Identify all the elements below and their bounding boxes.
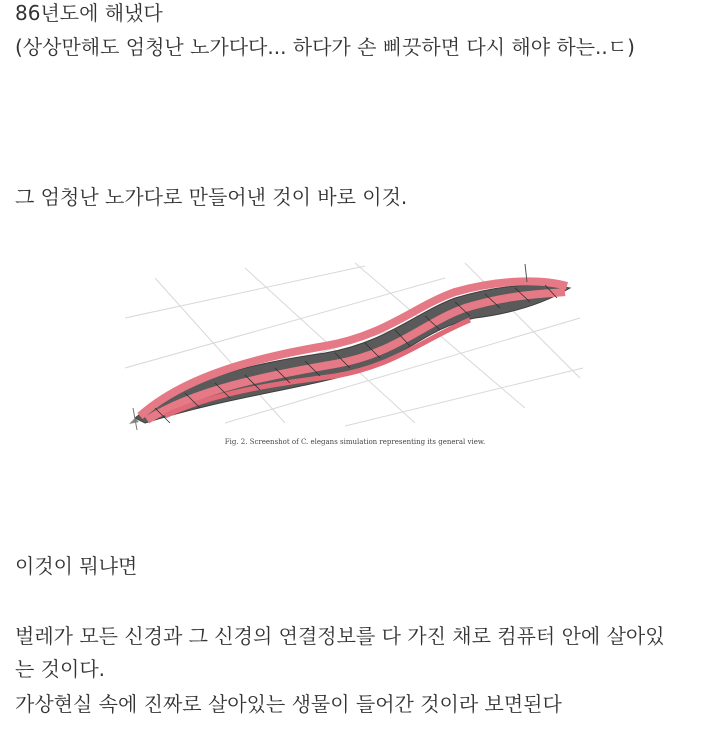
post-line-1: 86년도에 해냈다 — [15, 1, 163, 25]
worm-simulation-image — [125, 258, 585, 438]
post-line-6: 는 것이다. — [15, 657, 105, 681]
post-line-3: 그 엄청난 노가다로 만들어낸 것이 바로 이것. — [15, 185, 408, 209]
post-line-4: 이것이 뭐냐면 — [15, 554, 138, 578]
figure-caption: Fig. 2. Screenshot of C. elegans simulation representing its general view. — [224, 438, 486, 446]
post-line-7: 가상현실 속에 진짜로 살아있는 생물이 들어간 것이라 보면된다 — [15, 692, 562, 716]
post-line-2: (상상만해도 엄청난 노가다다... 하다가 손 삐끗하면 다시 해야 하는..ㄷ) — [15, 35, 635, 59]
post-line-5: 벌레가 모든 신경과 그 신경의 연결정보를 다 가진 채로 컴퓨터 안에 살아있 — [15, 624, 665, 648]
worm-simulation-figure — [125, 258, 585, 458]
